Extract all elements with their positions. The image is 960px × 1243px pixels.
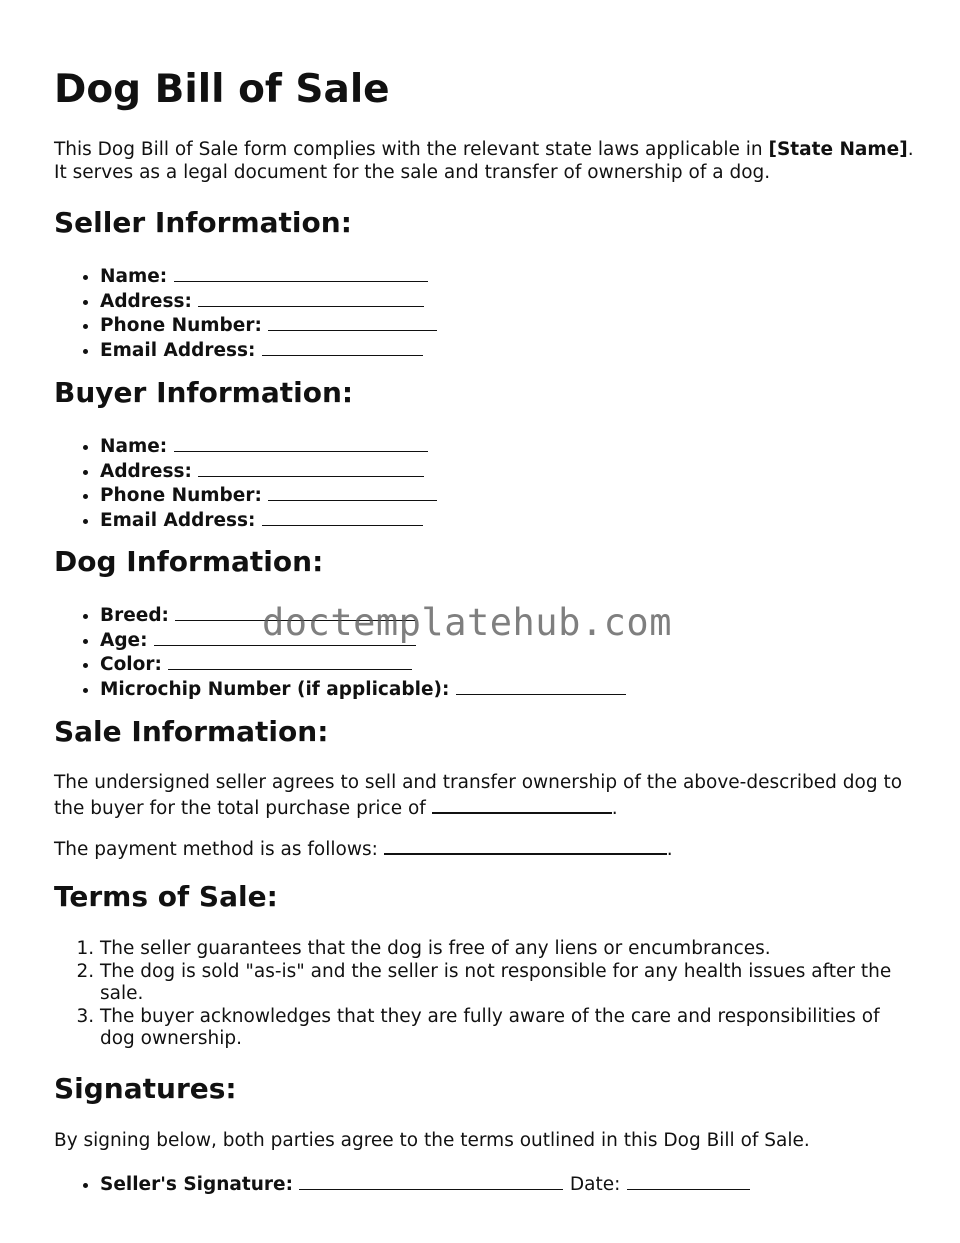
- field-label: Seller's Signature:: [100, 1174, 293, 1195]
- terms-item: 2. The dog is sold "as-is" and the seller is not responsible for any health issues after the sale.: [100, 961, 914, 1006]
- intro-paragraph: [54, 139, 914, 184]
- terms-heading: Terms of Sale:: [54, 880, 278, 913]
- period: .: [666, 839, 673, 860]
- seller-email-field: [100, 338, 914, 363]
- sale-heading: Sale Information:: [54, 715, 329, 748]
- field-label: Age:: [100, 629, 148, 651]
- sale-price-paragraph: [54, 772, 914, 820]
- intro-text: This Dog Bill of Sale form complies with the relevant state laws applicable in: [54, 139, 769, 160]
- seller-address-field: [100, 289, 914, 314]
- dog-microchip-field: [100, 677, 914, 702]
- intro-text-end: . It serves as a legal document for the sale and transfer of ownership of a dog.: [54, 139, 914, 183]
- seller-field-list: [54, 264, 914, 362]
- seller-signature-field: [100, 1172, 914, 1197]
- dog-microchip-blank[interactable]: [456, 677, 626, 695]
- payment-method-text: The payment method is as follows:: [54, 839, 378, 860]
- seller-date-blank[interactable]: [627, 1172, 750, 1190]
- purchase-price-blank[interactable]: [432, 795, 612, 814]
- buyer-address-field: [100, 459, 914, 484]
- signatures-paragraph: By signing below, both parties agree to the terms outlined in this Dog Bill of Sale.: [54, 1130, 810, 1151]
- seller-phone-field: [100, 313, 914, 338]
- field-label: Breed:: [100, 605, 169, 626]
- seller-address-blank[interactable]: [198, 289, 424, 307]
- field-label: Color:: [100, 654, 162, 675]
- dog-heading: Dog Information:: [54, 545, 324, 578]
- field-label: Email Address:: [100, 509, 256, 531]
- seller-email-blank[interactable]: [262, 338, 423, 356]
- dog-color-blank[interactable]: [168, 652, 412, 670]
- watermark-text: doctemplatehub.com: [262, 601, 672, 644]
- period: .: [611, 797, 618, 819]
- state-name-placeholder: [State Name]: [768, 139, 908, 160]
- sale-price-text: The undersigned seller agrees to sell and transfer ownership of the above-described dog to the buyer for the total purchase price of: [54, 772, 903, 819]
- field-label: Address:: [100, 460, 192, 482]
- seller-heading: Seller Information:: [54, 206, 352, 239]
- buyer-name-field: [100, 434, 914, 459]
- buyer-field-list: [54, 434, 914, 532]
- terms-item: 3. The buyer acknowledges that they are fully aware of the care and responsibilities of dog ownership.: [100, 1006, 914, 1051]
- document-title: Dog Bill of Sale: [54, 67, 390, 112]
- field-label: Phone Number:: [100, 485, 262, 506]
- dog-color-field: [100, 652, 914, 677]
- date-label: Date:: [569, 1174, 621, 1195]
- seller-name-field: [100, 264, 914, 289]
- seller-phone-blank[interactable]: [268, 313, 437, 331]
- terms-item: 1. The seller guarantees that the dog is free of any liens or encumbrances.: [100, 938, 914, 961]
- field-label: Address:: [100, 290, 192, 312]
- buyer-phone-blank[interactable]: [268, 483, 437, 501]
- signatures-heading: Signatures:: [54, 1072, 237, 1105]
- payment-method-blank[interactable]: [384, 836, 667, 855]
- seller-signature-blank[interactable]: [299, 1172, 563, 1190]
- payment-method-paragraph: [54, 836, 914, 862]
- signature-list: [54, 1172, 914, 1197]
- field-label: Microchip Number (if applicable):: [100, 678, 450, 700]
- field-label: Name:: [100, 436, 168, 457]
- buyer-email-field: [100, 508, 914, 533]
- buyer-name-blank[interactable]: [174, 434, 428, 452]
- buyer-email-blank[interactable]: [262, 508, 423, 526]
- buyer-phone-field: [100, 483, 914, 508]
- field-label: Phone Number:: [100, 315, 262, 336]
- buyer-heading: Buyer Information:: [54, 376, 354, 409]
- buyer-address-blank[interactable]: [198, 459, 424, 477]
- field-label: Email Address:: [100, 339, 256, 361]
- seller-name-blank[interactable]: [174, 264, 428, 282]
- terms-list: [54, 938, 914, 1051]
- field-label: Name:: [100, 266, 168, 287]
